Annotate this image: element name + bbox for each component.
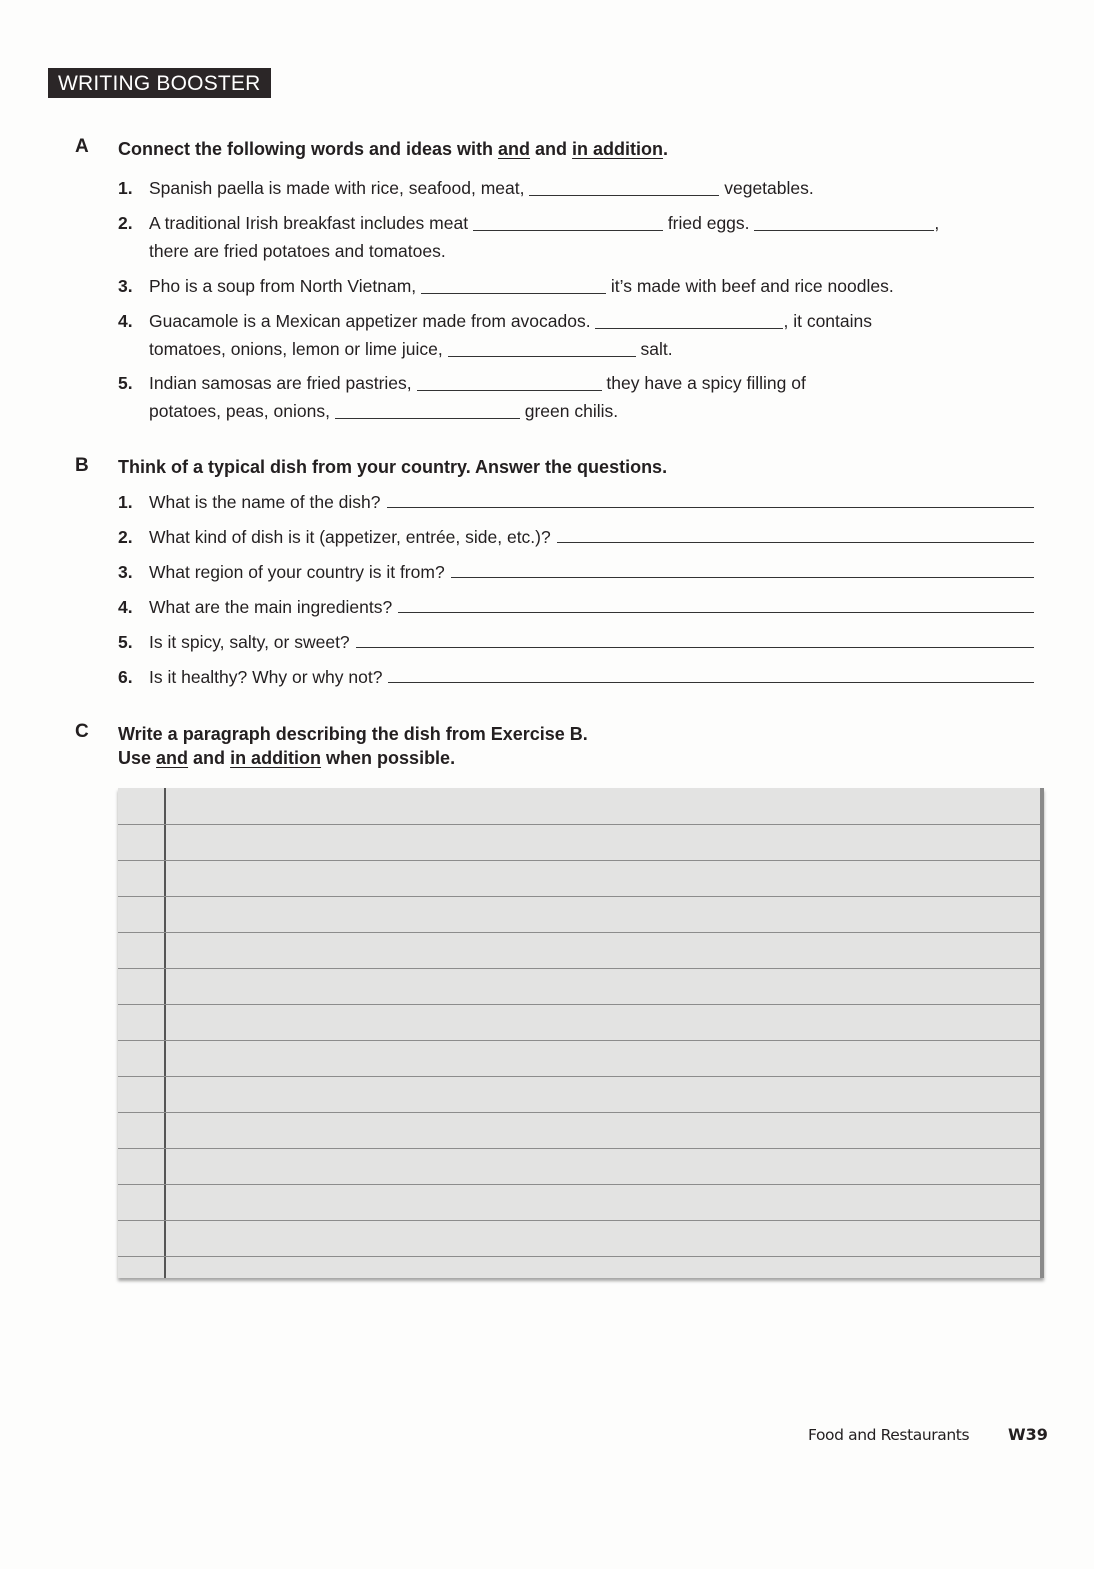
section-c-letter: C [75, 721, 89, 742]
lined-writing-area[interactable] [118, 788, 1044, 1278]
exercise-b-question-5: 5. Is it spicy, salty, or sweet? [118, 628, 1034, 656]
keyword-in-addition: in addition [572, 139, 664, 159]
page-number: W39 [1008, 1425, 1048, 1444]
exercise-b-question-3: 3. What region of your country is it from? [118, 558, 1034, 586]
keyword-and: and [498, 139, 531, 159]
exercise-a-item-3: 3. Pho is a soup from North Vietnam, it’s made with beef and rice noodles. [118, 276, 894, 296]
answer-blank[interactable] [448, 338, 636, 357]
ruled-line [118, 1220, 1040, 1221]
ruled-line [118, 1040, 1040, 1041]
ruled-line [118, 1148, 1040, 1149]
footer-unit-title: Food and Restaurants [808, 1426, 970, 1444]
ruled-line [118, 1076, 1040, 1077]
exercise-b-question-4: 4. What are the main ingredients? [118, 593, 1034, 621]
answer-line[interactable] [388, 664, 1034, 683]
answer-line[interactable] [451, 559, 1034, 578]
exercise-b-question-6: 6. Is it healthy? Why or why not? [118, 663, 1034, 691]
ruled-line [118, 1256, 1040, 1257]
answer-blank[interactable] [754, 212, 934, 231]
ruled-line [118, 860, 1040, 861]
exercise-b-question-2: 2. What kind of dish is it (appetizer, entrée, side, etc.)? [118, 523, 1034, 551]
exercise-a-item-4: 4. Guacamole is a Mexican appetizer made from avocados. , it contains tomatoes, onions, lemon or lime juice, salt. [118, 311, 873, 359]
ruled-line [118, 1112, 1040, 1113]
section-b-title: Think of a typical dish from your country. Answer the questions. [118, 457, 668, 477]
section-b-letter: B [75, 455, 89, 476]
ruled-line [118, 1004, 1040, 1005]
answer-blank[interactable] [335, 400, 520, 419]
ruled-line [118, 932, 1040, 933]
section-a-title: Connect the following words and ideas with and and in addition. [118, 139, 669, 159]
answer-line[interactable] [557, 524, 1034, 543]
margin-line [164, 788, 166, 1278]
exercise-b-question-1: 1. What is the name of the dish? [118, 488, 1034, 516]
answer-blank[interactable] [595, 310, 783, 329]
exercise-a-item-5: 5. Indian samosas are fried pastries, they have a spicy filling of potatoes, peas, onions, green chilis. [118, 373, 806, 421]
exercise-a-item-2: 2. A traditional Irish breakfast includes meat fried eggs. , there are fried potatoes and tomatoes. [118, 213, 940, 261]
ruled-line [118, 896, 1040, 897]
exercise-a-item-1: 1. Spanish paella is made with rice, seafood, meat, vegetables. [118, 178, 814, 198]
answer-line[interactable] [356, 629, 1034, 648]
ruled-line [118, 824, 1040, 825]
answer-line[interactable] [387, 489, 1034, 508]
section-banner: WRITING BOOSTER [48, 68, 271, 98]
answer-blank[interactable] [417, 372, 602, 391]
section-c-title: Write a paragraph describing the dish from Exercise B. Use and and in addition when possible. [118, 724, 588, 768]
answer-blank[interactable] [529, 177, 719, 196]
ruled-line [118, 968, 1040, 969]
keyword-in-addition: in addition [230, 748, 322, 768]
answer-blank[interactable] [473, 212, 663, 231]
keyword-and: and [156, 748, 189, 768]
ruled-line [118, 1184, 1040, 1185]
section-a-letter: A [75, 136, 89, 157]
answer-blank[interactable] [421, 275, 606, 294]
answer-line[interactable] [398, 594, 1034, 613]
